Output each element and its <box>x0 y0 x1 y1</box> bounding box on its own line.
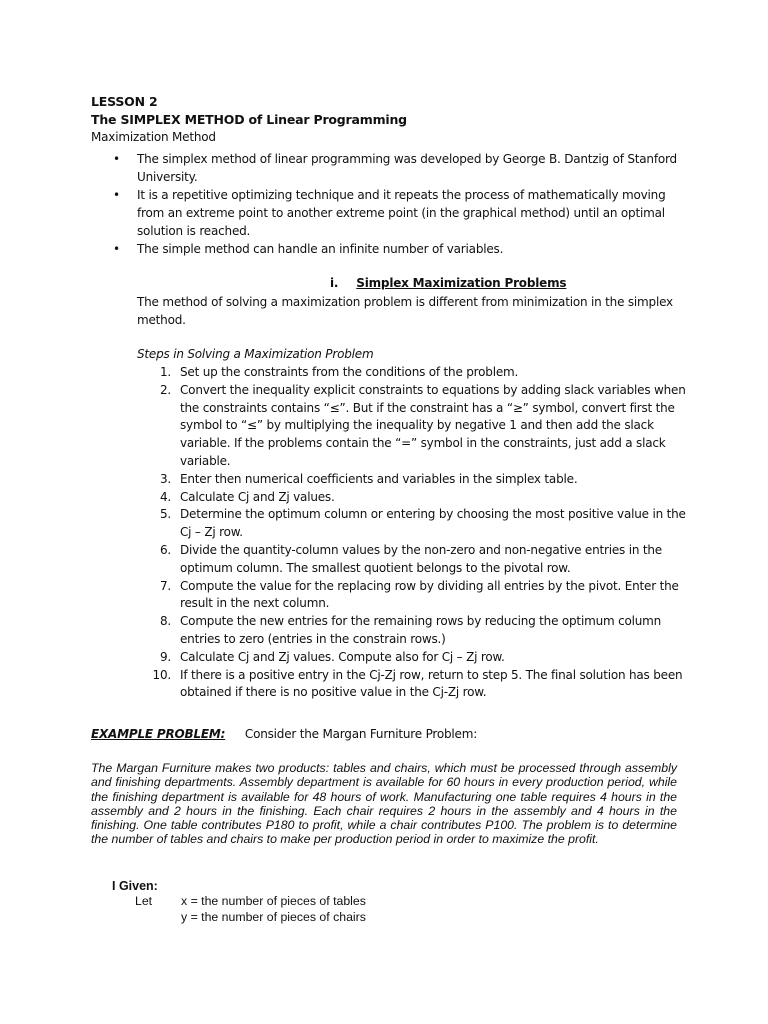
step-number: 4. <box>159 489 171 504</box>
step-text: Determine the optimum column or entering by choosing the most positive value in the Cj – Zj row. <box>180 507 686 540</box>
step-number: 3. <box>159 471 171 486</box>
step-item <box>137 382 697 471</box>
step-text: Compute the new entries for the remaining rows by reducing the optimum column entries to zero (entries in the constrain rows.) <box>180 614 662 646</box>
step-item <box>137 471 697 489</box>
step-number: 2. <box>159 382 171 397</box>
bullet-dot: • <box>113 242 120 256</box>
bullet-dot: • <box>113 188 120 202</box>
step-item <box>137 649 697 667</box>
bullet-text: It is a repetitive optimizing technique and it repeats the process of mathematically moving from an extreme point to another extreme point (in the graphical method) until an optimal solution is reached. <box>137 188 666 238</box>
step-item <box>137 364 697 382</box>
step-text: Calculate Cj and Zj values. <box>180 489 335 504</box>
step-number: 1. <box>159 365 171 379</box>
step-item <box>137 506 697 542</box>
step-text: Calculate Cj and Zj values. Compute also for Cj – Zj row. <box>180 649 505 664</box>
bullet-dot: • <box>113 152 120 166</box>
given-heading: I Given: <box>112 879 158 893</box>
step-item <box>137 667 697 703</box>
section-heading-text: Simplex Maximization Problems <box>356 276 567 290</box>
step-text: If there is a positive entry in the Cj-Zj row, return to step 5. The final solution has been obtained if there is no positive value in the Cj-Zj row. <box>180 667 683 700</box>
step-number: 8. <box>159 614 171 629</box>
lesson-label: LESSON 2 <box>91 94 158 109</box>
step-item <box>137 578 697 614</box>
step-number: 9. <box>159 649 171 664</box>
bullet-item <box>91 240 691 258</box>
bullet-item <box>91 150 691 186</box>
section-intro: The method of solving a maximization problem is different from minimization in the simplex method. <box>137 295 673 327</box>
step-number: 5. <box>159 507 171 522</box>
bullet-list <box>91 150 691 258</box>
bullet-text: The simple method can handle an infinite number of variables. <box>137 242 504 256</box>
step-text: Compute the value for the replacing row by dividing all entries by the pivot. Enter the result in the next column. <box>180 578 679 611</box>
section-heading <box>330 276 566 290</box>
document-subtitle: Maximization Method <box>91 130 216 144</box>
steps-title: Steps in Solving a Maximization Problem <box>137 347 374 361</box>
steps-list <box>137 364 697 702</box>
example-label: EXAMPLE PROBLEM: <box>91 727 226 741</box>
step-text: Set up the constraints from the conditions of the problem. <box>180 365 519 379</box>
bullet-item <box>91 186 691 240</box>
step-text: Convert the inequality explicit constraints to equations by adding slack variables when the constraints contains “≤”. But if the constraint has a “≥” symbol, convert first the symbol to “≤” by multiplying the inequality by negative 1 and then add the slack variable. If the problems contain the “=” symbol in the constraints, just add a slack variable. <box>180 382 686 468</box>
document-title: The SIMPLEX METHOD of Linear Programming <box>91 112 407 127</box>
step-number: 7. <box>159 578 171 593</box>
bullet-text: The simplex method of linear programming was developed by George B. Dantzig of Stanford University. <box>137 152 677 184</box>
example-heading-row <box>91 727 477 741</box>
step-item <box>137 613 697 649</box>
given-x-definition: x = the number of pieces of tables <box>181 894 366 908</box>
step-number: 10. <box>152 667 171 682</box>
given-y-definition: y = the number of pieces of chairs <box>181 910 366 924</box>
step-item <box>137 542 697 578</box>
step-text: Divide the quantity-column values by the non-zero and non-negative entries in the optimum column. The smallest quotient belongs to the pivotal row. <box>180 542 662 575</box>
problem-statement: The Margan Furniture makes two products: tables and chairs, which must be processed through assembly and finishing departments. Assembly department is available for 60 hours in every production period, while the finishing department is available for 48 hours of work. Manufacturing one table requires 4 hours in the assembly and 2 hours in the finishing. Each chair requires 2 hours in the assembly and 4 hours in the finishing. One table contributes P180 to profit, while a chair contributes P100. The problem is to determine the number of tables and chairs to make per production period in order to maximize the profit. <box>91 761 677 847</box>
step-number: 6. <box>159 542 171 557</box>
example-intro: Consider the Margan Furniture Problem: <box>244 727 478 741</box>
section-number: i. <box>330 276 339 290</box>
step-text: Enter then numerical coefficients and variables in the simplex table. <box>180 471 578 486</box>
given-let-label: Let <box>135 894 153 908</box>
step-item <box>137 489 697 507</box>
